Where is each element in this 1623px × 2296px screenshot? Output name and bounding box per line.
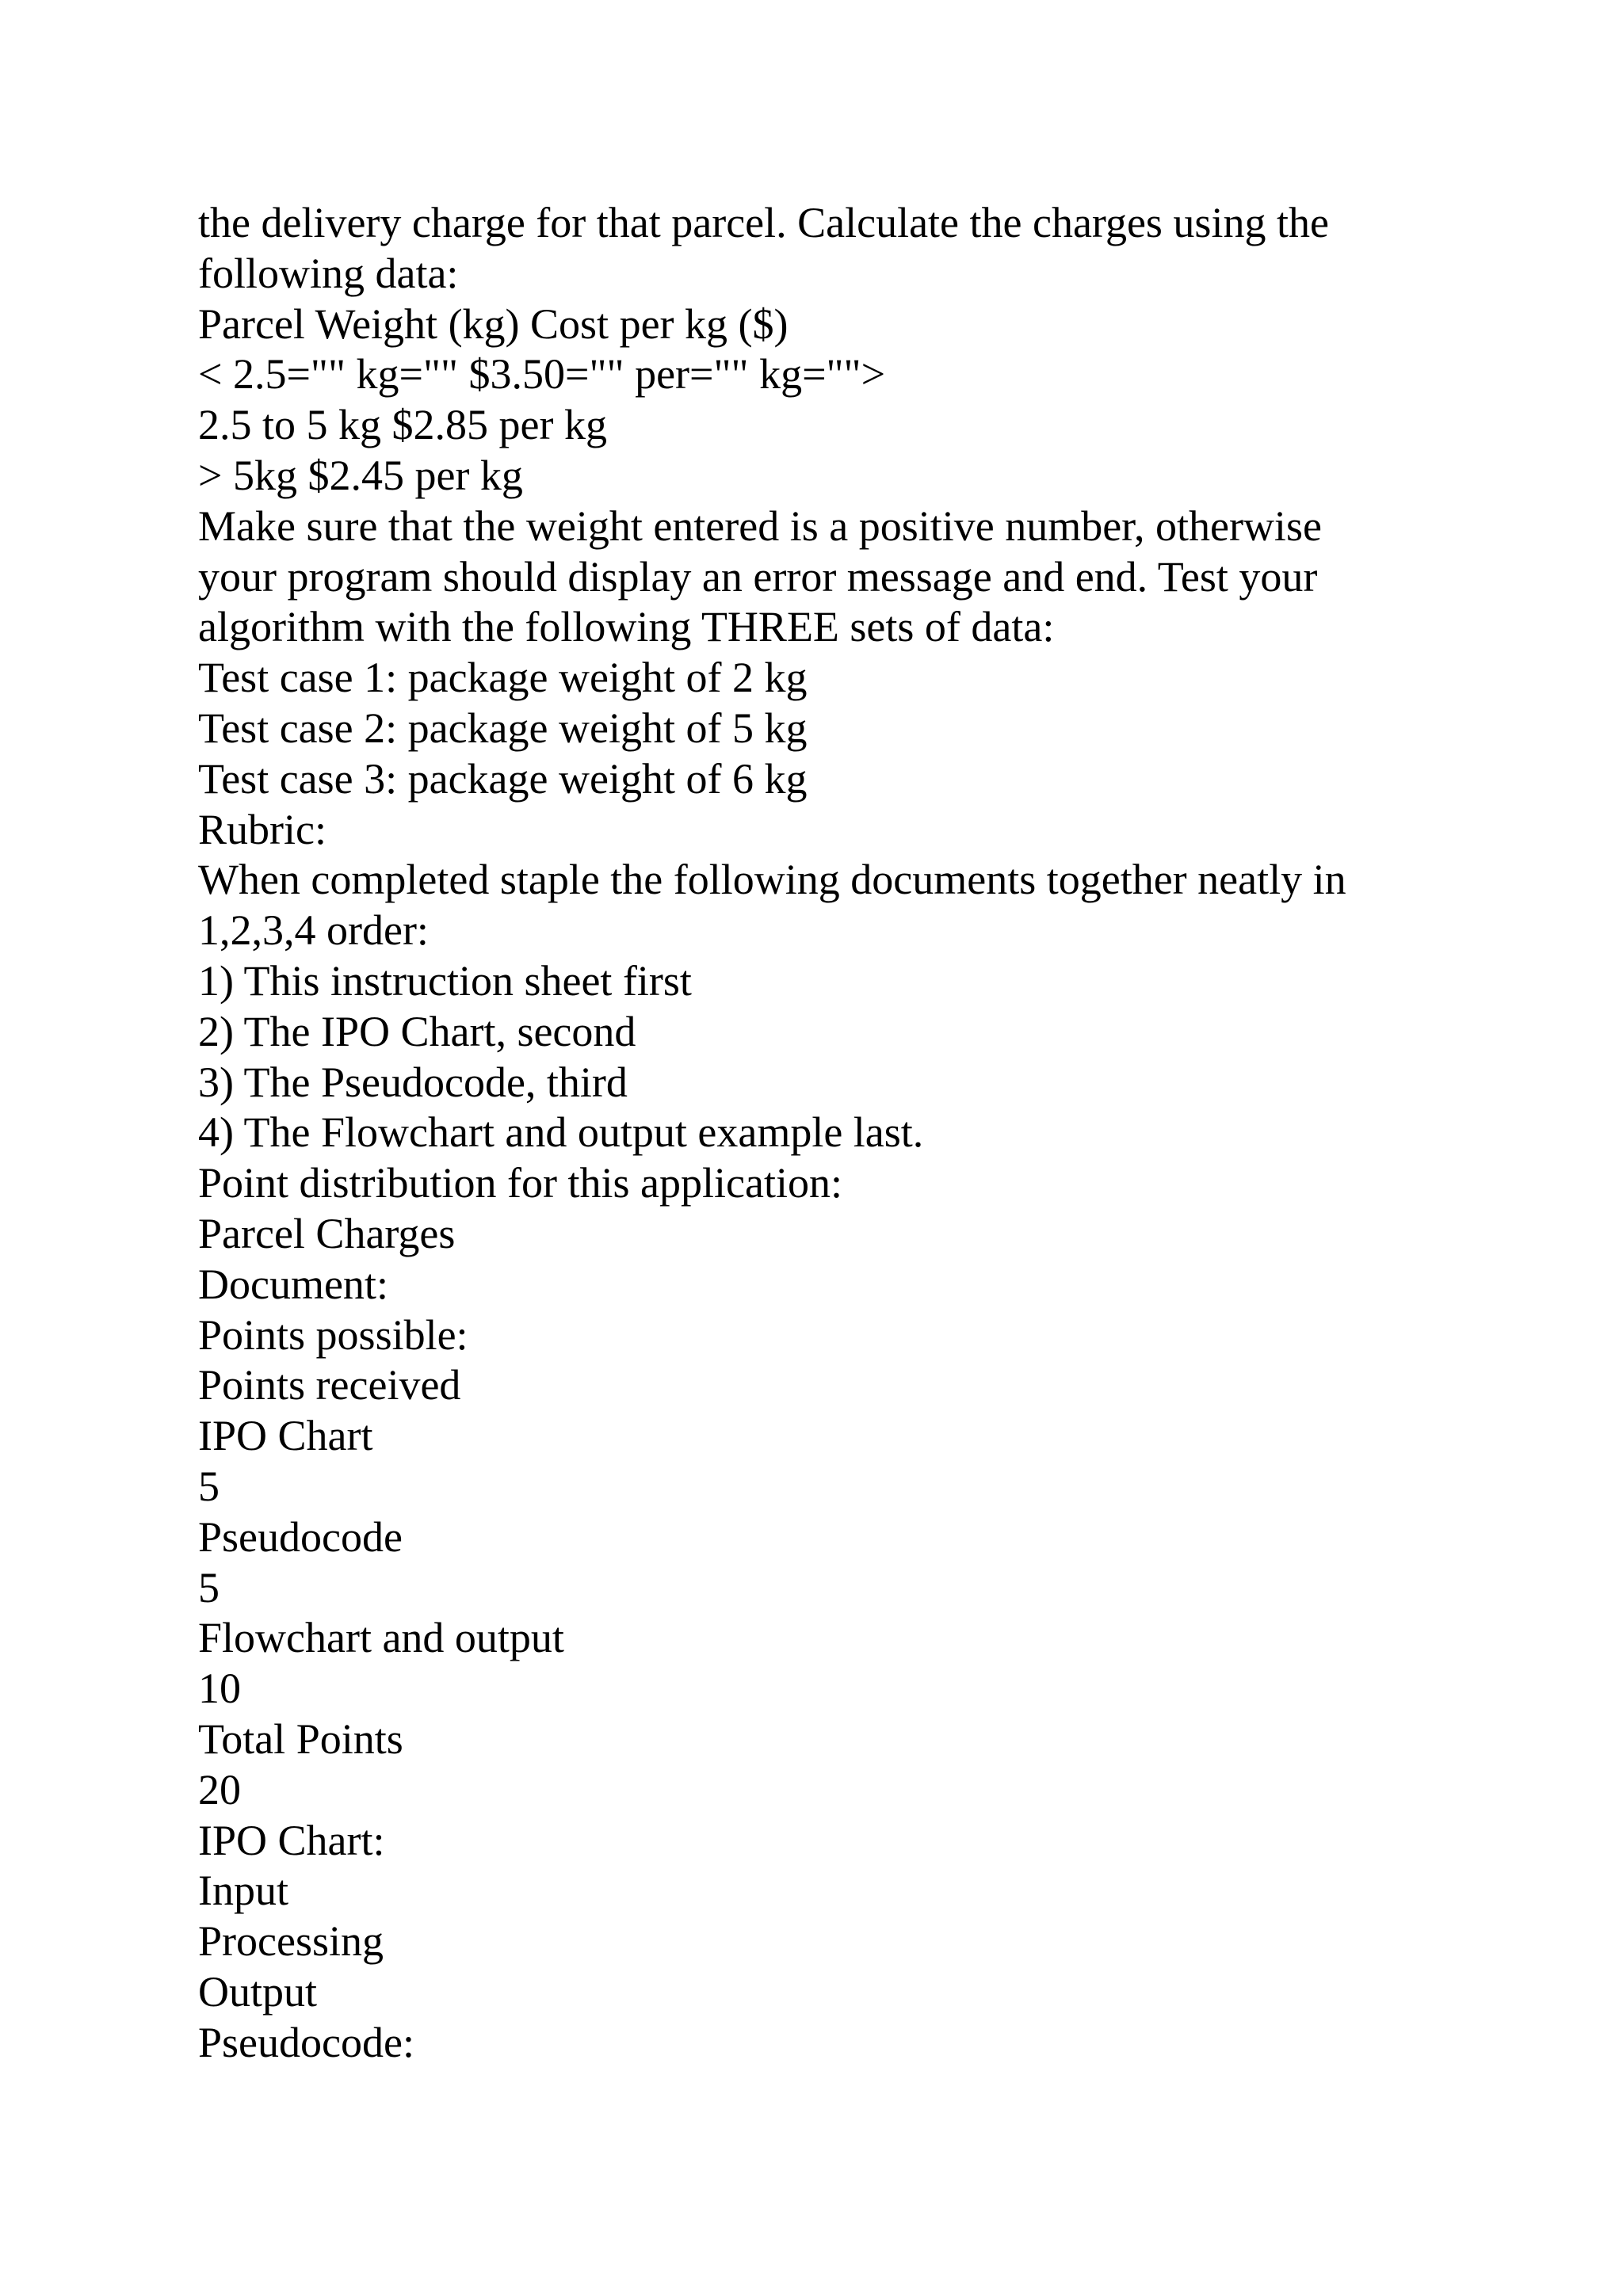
- points-row-label: Pseudocode: [198, 1512, 403, 1561]
- test-case-1: Test case 1: package weight of 2 kg: [198, 654, 808, 702]
- points-row-value: 10: [198, 1665, 241, 1713]
- rate-row-2: 2.5 to 5 kg $2.85 per kg: [198, 401, 607, 449]
- ipo-output-label: Output: [198, 1967, 318, 2016]
- points-row-value: 5: [198, 1563, 220, 1611]
- test-case-2: Test case 2: package weight of 5 kg: [198, 704, 808, 752]
- text-line: following data:: [198, 249, 459, 297]
- points-header-possible: Points possible:: [198, 1310, 468, 1359]
- points-header-document: Document:: [198, 1260, 388, 1308]
- points-row-label: Flowchart and output: [198, 1614, 564, 1662]
- rubric-heading: Rubric:: [198, 805, 327, 853]
- table-header-line: Parcel Weight (kg) Cost per kg ($): [198, 299, 789, 348]
- ipo-input-label: Input: [198, 1867, 288, 1915]
- document-body: [198, 198, 1434, 2068]
- list-item-3: 3) The Pseudocode, third: [198, 1058, 628, 1106]
- test-case-3: Test case 3: package weight of 6 kg: [198, 754, 808, 803]
- rate-row-3: > 5kg $2.45 per kg: [198, 451, 523, 499]
- points-row-value: 5: [198, 1462, 220, 1510]
- ipo-chart-heading: IPO Chart:: [198, 1816, 385, 1864]
- rate-row-1: < 2.5="" kg="" $3.50="" per="" kg="">: [198, 350, 886, 399]
- points-table-title: Parcel Charges: [198, 1209, 456, 1257]
- list-item-4: 4) The Flowchart and output example last.: [198, 1108, 924, 1157]
- points-row-value: 20: [198, 1765, 241, 1814]
- text-line: When completed staple the following documents together neatly in: [198, 856, 1346, 904]
- text-line: Make sure that the weight entered is a positive number, otherwise: [198, 502, 1322, 550]
- text-line: Point distribution for this application:: [198, 1159, 842, 1207]
- text-line: your program should display an error message and end. Test your: [198, 552, 1318, 601]
- text-line: 1,2,3,4 order:: [198, 906, 429, 955]
- list-item-1: 1) This instruction sheet first: [198, 956, 692, 1005]
- points-row-label: IPO Chart: [198, 1412, 373, 1460]
- ipo-processing-label: Processing: [198, 1917, 384, 1966]
- pseudocode-heading: Pseudocode:: [198, 2018, 414, 2066]
- text-line: algorithm with the following THREE sets of data:: [198, 603, 1055, 651]
- points-row-label: Total Points: [198, 1714, 403, 1763]
- text-line: the delivery charge for that parcel. Calculate the charges using the: [198, 199, 1329, 246]
- list-item-2: 2) The IPO Chart, second: [198, 1007, 636, 1055]
- points-header-received: Points received: [198, 1361, 461, 1409]
